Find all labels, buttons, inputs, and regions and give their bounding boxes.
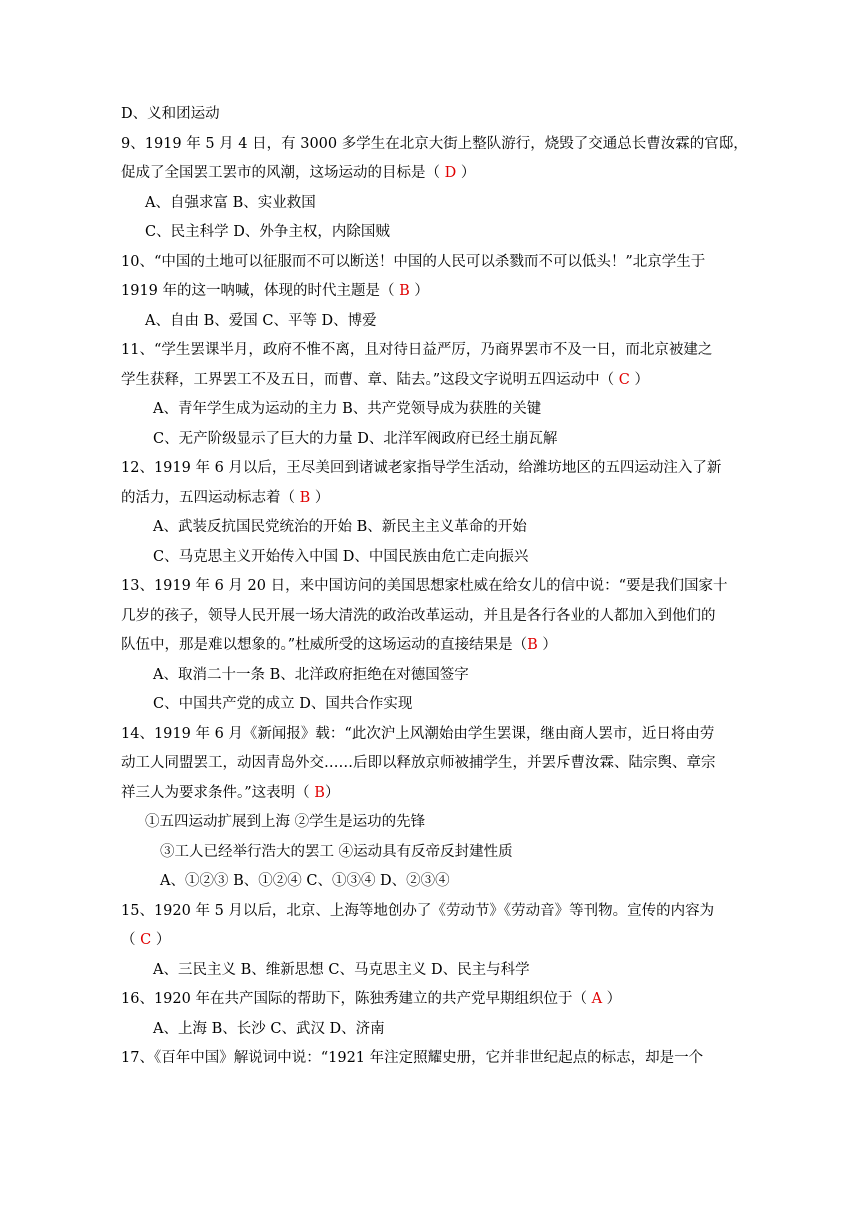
statements-line: ③工人已经举行浩大的罢工 ④运动具有反帝反封建性质: [160, 844, 513, 860]
question-16-text: 16、1920 年在共产国际的帮助下，陈独秀建立的共产党早期组织位于（ A ）: [121, 991, 622, 1007]
question-15-text: 15、1920 年 5 月以后，北京、上海等地创办了《劳动节》《劳动音》等刊物。宣传的内容为: [121, 903, 715, 919]
question-15-text: （ C ）: [121, 932, 171, 948]
options-line: C、马克思主义开始传入中国 D、中国民族由危亡走向振兴: [153, 549, 529, 565]
answer-mark: B: [527, 637, 538, 653]
options-line: A、三民主义 B、维新思想 C、马克思主义 D、民主与科学: [153, 962, 530, 978]
options-line: A、上海 B、长沙 C、武汉 D、济南: [153, 1021, 385, 1037]
options-line: A、自强求富 B、实业救国: [145, 195, 316, 211]
answer-mark: A: [591, 991, 603, 1007]
options-line: C、民主科学 D、外争主权，内除国贼: [145, 224, 390, 240]
question-14-text: 祥三人为要求条件。”这表明（ B）: [121, 785, 340, 801]
question-12-text: 的活力，五四运动标志着（ B ）: [121, 490, 330, 506]
answer-mark: B: [314, 785, 325, 801]
question-13-text: 13、1919 年 6 月 20 日，来中国访问的美国思想家杜威在给女儿的信中说：“要是我们国家十: [121, 578, 728, 594]
question-9-text: 促成了全国罢工罢市的风潮，这场运动的目标是（ D ）: [121, 165, 476, 181]
question-11-text: 11、“学生罢课半月，政府不惟不离，且对待日益严厉，乃商界罢市不及一日，而北京被建之: [121, 342, 713, 358]
question-10-text: 1919 年的这一呐喊，体现的时代主题是（ B ）: [121, 283, 429, 299]
options-line: A、自由 B、爱国 C、平等 D、博爱: [145, 313, 377, 329]
options-line: C、无产阶级显示了巨大的力量 D、北洋军阀政府已经土崩瓦解: [153, 431, 558, 447]
options-line: C、中国共产党的成立 D、国共合作实现: [153, 696, 413, 712]
answer-mark: B: [399, 283, 410, 299]
question-14-text: 14、1919 年 6 月《新闻报》载：“此次沪上风潮始由学生罢课，继由商人罢市，近日将由劳: [121, 726, 715, 742]
question-17-text: 17、《百年中国》解说词中说：“1921 年注定照耀史册，它并非世纪起点的标志，却是一个: [121, 1050, 704, 1066]
options-line: A、武装反抗国民党统治的开始 B、新民主主义革命的开始: [153, 519, 527, 535]
options-line: A、青年学生成为运动的主力 B、共产党领导成为获胜的关键: [153, 401, 542, 417]
answer-mark: D: [444, 165, 457, 181]
question-12-text: 12、1919 年 6 月以后，王尽美回到诸诚老家指导学生活动，给潍坊地区的五四运动注入了新: [121, 460, 722, 476]
question-9-text: 9、1919 年 5 月 4 日，有 3000 多学生在北京大街上整队游行，烧毁了交通总长曹汝霖的官邸，: [121, 136, 748, 152]
answer-mark: C: [140, 932, 152, 948]
options-line: A、取消二十一条 B、北洋政府拒绝在对德国签字: [153, 667, 469, 683]
question-13-text: 几岁的孩子，领导人民开展一场大清洗的政治改革运动，并且是各行各业的人都加入到他们的: [121, 608, 716, 624]
question-14-text: 动工人同盟罢工，动因青岛外交……后即以释放京师被捕学生，并罢斥曹汝霖、陆宗舆、章宗: [121, 755, 716, 771]
statements-line: ①五四运动扩展到上海 ②学生是运功的先锋: [145, 814, 426, 830]
answer-mark: B: [299, 490, 311, 506]
question-10-text: 10、“中国的土地可以征服而不可以断送！中国的人民可以杀戮而不可以低头！”北京学生于: [121, 254, 706, 270]
question-11-text: 学生获释，工界罢工不及五日，而曹、章、陆去。”这段文字说明五四运动中（ C ）: [121, 372, 649, 388]
option-line: D、义和团运动: [121, 106, 220, 122]
answer-mark: C: [618, 372, 630, 388]
question-13-text: 队伍中，那是难以想象的。”杜威所受的这场运动的直接结果是（B ）: [121, 637, 557, 653]
options-line: A、①②③ B、①②④ C、①③④ D、②③④: [160, 873, 450, 889]
